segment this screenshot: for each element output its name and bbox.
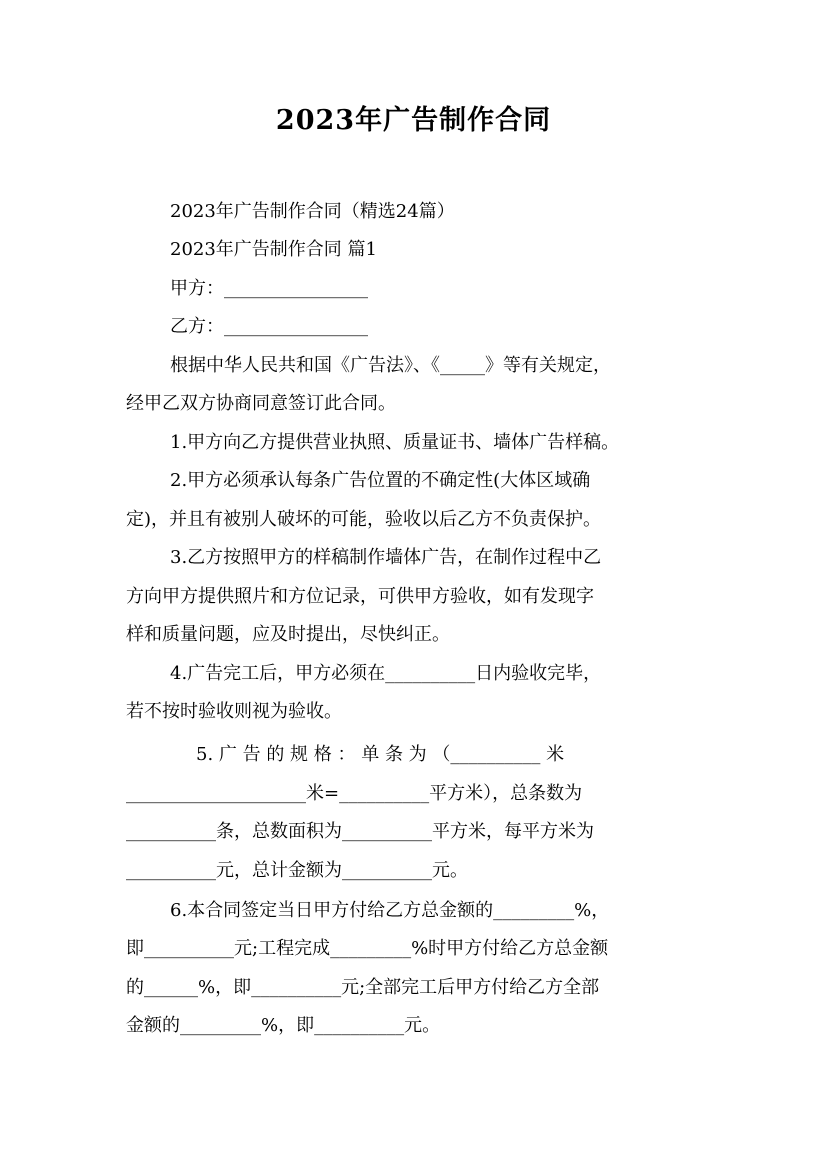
clause-6-line-3: 的______%，即__________元;全部完工后甲方付给乙方全部 [126, 977, 600, 998]
document-title: 2023年广告制作合同 [275, 105, 552, 136]
preamble-line-1: 根据中华人民共和国《广告法》、《_____》等有关规定， [170, 355, 611, 376]
clause-3-line-1: 3.乙方按照甲方的样稿制作墙体广告，在制作过程中乙 [170, 547, 602, 568]
clause-6-line-4: 金额的_________%，即__________元。 [126, 1015, 441, 1036]
clause-5-line-4: __________元，总计金额为__________元。 [126, 860, 468, 881]
clause-4-line-2: 若不按时验收则视为验收。 [126, 701, 342, 722]
party-b-line: 乙方：________________ [170, 316, 368, 337]
clause-3-line-3: 样和质量问题，应及时提出，尽快纠正。 [126, 624, 450, 645]
preamble-line-2: 经甲乙双方协商同意签订此合同。 [126, 393, 396, 414]
clause-2-line-2: 定)，并且有被别人破坏的可能，验收以后乙方不负责保护。 [126, 509, 602, 530]
subtitle: 2023年广告制作合同（精选24篇） [170, 201, 455, 222]
clause-5-line-2: ____________________米=__________平方米），总条数为 [126, 783, 583, 804]
clause-3-line-2: 方向甲方提供照片和方位记录，可供甲方验收，如有发现字 [126, 586, 594, 607]
clause-5-line-1: 5. 广 告 的 规 格 ： 单 条 为 （__________ 米 [196, 744, 565, 765]
section-heading: 2023年广告制作合同 篇1 [170, 239, 377, 260]
clause-2-line-1: 2.甲方必须承认每条广告位置的不确定性(大体区域确 [170, 470, 591, 491]
clause-6-line-2: 即__________元;工程完成_________%时甲方付给乙方总金额 [126, 938, 609, 959]
clause-5-line-3: __________条，总数面积为__________平方米，每平方米为 [126, 821, 594, 842]
clause-6-line-1: 6.本合同签定当日甲方付给乙方总金额的_________%， [170, 900, 610, 921]
clause-1: 1.甲方向乙方提供营业执照、质量证书、墙体广告样稿。 [170, 432, 620, 453]
clause-4-line-1: 4.广告完工后，甲方必须在__________日内验收完毕， [170, 663, 602, 684]
party-a-line: 甲方：________________ [170, 278, 368, 299]
